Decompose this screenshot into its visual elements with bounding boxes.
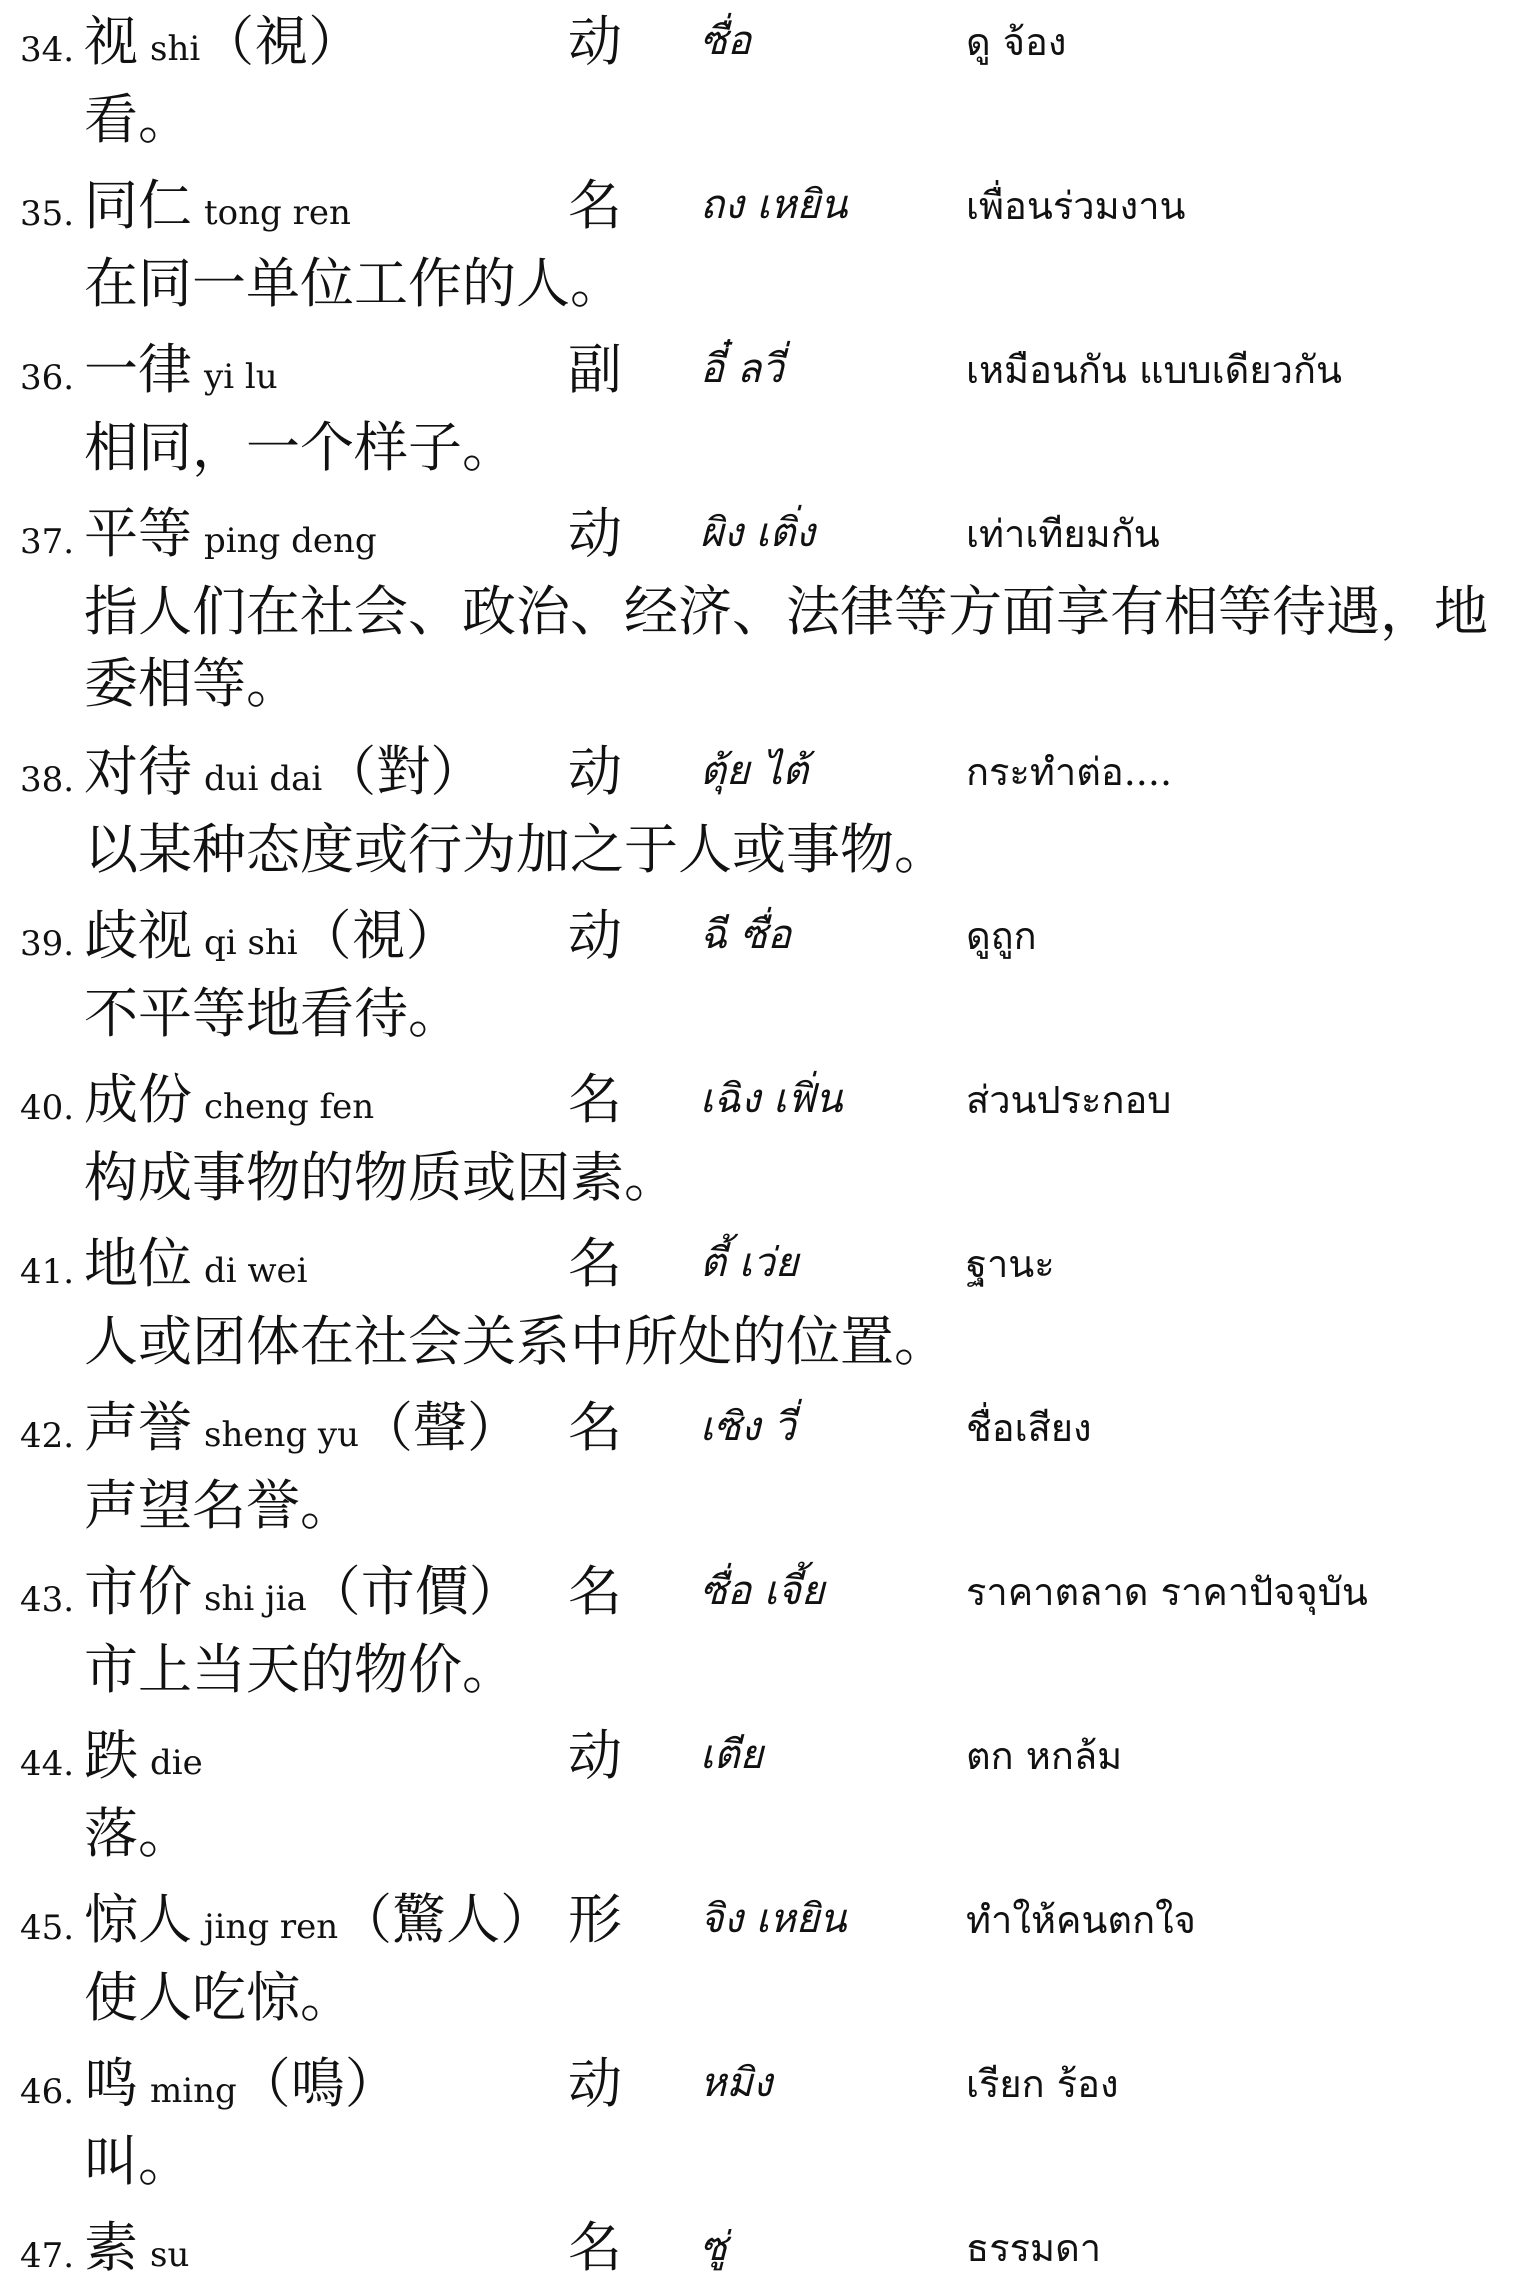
vocab-entry (0, 1714, 1538, 1870)
chinese-definition: 构成事物的物质或因素。 (84, 1146, 678, 1209)
thai-reading: เตีย (700, 1732, 764, 1778)
part-of-speech: 名 (568, 1396, 622, 1459)
thai-meaning: ส่วนประกอบ (966, 1078, 1172, 1122)
thai-meaning: เหมือนกัน แบบเดียวกัน (966, 348, 1342, 392)
entry-header (0, 1550, 1538, 1634)
entry-header (0, 164, 1538, 248)
entry-header (0, 328, 1538, 412)
entry-header (0, 1058, 1538, 1142)
part-of-speech: 名 (568, 174, 622, 237)
vocab-entry (0, 894, 1538, 1050)
thai-reading: ซู่ (700, 2224, 728, 2270)
word-hanzi: 成份 (84, 1068, 192, 1131)
thai-meaning: ดู จ้อง (966, 20, 1067, 64)
vocab-entry (0, 164, 1538, 320)
vocab-entry (0, 1550, 1538, 1706)
vocab-entry (0, 0, 1538, 156)
vocab-entry (0, 1222, 1538, 1378)
entry-number: 46. (20, 2072, 75, 2112)
part-of-speech: 动 (568, 2052, 622, 2115)
chinese-definition: 人或团体在社会关系中所处的位置。 (84, 1310, 948, 1373)
traditional-form: （驚人） (338, 1888, 555, 1951)
vocab-entry (0, 2042, 1538, 2198)
thai-meaning: ทำให้คนตกใจ (966, 1898, 1196, 1942)
pinyin: qi shi (204, 923, 298, 963)
entry-number: 42. (20, 1416, 75, 1456)
thai-meaning: ธรรมดา (966, 2226, 1102, 2270)
traditional-form: （聲） (359, 1396, 522, 1459)
word-hanzi: 素 (84, 2216, 138, 2279)
word-hanzi: 对待 (84, 740, 192, 803)
part-of-speech: 动 (568, 502, 622, 565)
pinyin: ming (150, 2071, 237, 2111)
chinese-word (84, 1221, 308, 1298)
thai-meaning: ดูถูก (966, 914, 1037, 958)
part-of-speech: 名 (568, 2216, 622, 2279)
entry-header (0, 0, 1538, 84)
thai-reading: ตี้ เว่ย (700, 1240, 799, 1286)
word-hanzi: 同仁 (84, 174, 192, 237)
chinese-definition: 在同一单位工作的人。 (84, 252, 624, 315)
chinese-word (84, 729, 484, 806)
chinese-definition: 使人吃惊。 (84, 1966, 354, 2029)
chinese-definition: 落。 (84, 1802, 192, 1865)
thai-reading: หมิง (700, 2060, 773, 2106)
part-of-speech: 名 (568, 1068, 622, 1131)
entry-number: 47. (20, 2236, 75, 2276)
thai-reading: เฉิง เฟิ่น (700, 1076, 843, 1122)
entry-header (0, 730, 1538, 814)
word-hanzi: 鸣 (84, 2052, 138, 2115)
chinese-word (84, 1877, 554, 1954)
chinese-definition: 叫。 (84, 2130, 192, 2193)
traditional-form: （鳴） (236, 2052, 399, 2115)
part-of-speech: 名 (568, 1560, 622, 1623)
chinese-word (84, 2205, 189, 2282)
vocab-entry (0, 1386, 1538, 1542)
word-hanzi: 平等 (84, 502, 192, 565)
pinyin: shi (150, 29, 201, 69)
entry-number: 39. (20, 924, 75, 964)
vocab-entry (0, 1058, 1538, 1214)
entry-number: 43. (20, 1580, 75, 1620)
chinese-definition: 声望名誉。 (84, 1474, 354, 1537)
entry-number: 34. (20, 30, 75, 70)
part-of-speech: 动 (568, 10, 622, 73)
word-hanzi: 地位 (84, 1232, 192, 1295)
word-hanzi: 视 (84, 10, 138, 73)
thai-reading: ถง เหยิน (700, 182, 848, 228)
entry-number: 36. (20, 358, 75, 398)
pinyin: su (150, 2235, 190, 2275)
thai-reading: ซื่อ เจี้ย (700, 1568, 825, 1614)
entry-header (0, 492, 1538, 576)
part-of-speech: 动 (568, 1724, 622, 1787)
thai-reading: ผิง เติ่ง (700, 510, 815, 556)
pinyin: tong ren (204, 193, 351, 233)
thai-reading: ตุ้ย ไต้ (700, 748, 809, 794)
thai-meaning: เท่าเทียมกัน (966, 512, 1160, 556)
entry-header (0, 1386, 1538, 1470)
chinese-word (84, 2041, 399, 2118)
thai-meaning: กระทำต่อ.... (966, 750, 1173, 794)
thai-meaning: เพื่อนร่วมงาน (966, 184, 1186, 228)
vocab-entry (0, 492, 1538, 720)
thai-reading: ซื่อ (700, 18, 752, 64)
entry-number: 45. (20, 1908, 75, 1948)
pinyin: shi jia (204, 1579, 307, 1619)
entry-header (0, 894, 1538, 978)
chinese-definition: 指人们在社会、政治、经济、法律等方面享有相等待遇，地委相等。 (84, 580, 1488, 715)
pinyin: yi lu (204, 357, 278, 397)
vocab-entry (0, 1878, 1538, 2034)
pinyin: ping deng (204, 521, 377, 561)
part-of-speech: 动 (568, 904, 622, 967)
pinyin: di wei (204, 1251, 308, 1291)
traditional-form: （視） (200, 10, 363, 73)
part-of-speech: 形 (568, 1888, 622, 1951)
thai-meaning: เรียก ร้อง (966, 2062, 1119, 2106)
entry-header (0, 2042, 1538, 2126)
part-of-speech: 副 (568, 338, 622, 401)
thai-reading: เซิง วี่ (700, 1404, 796, 1450)
thai-meaning: ฐานะ (966, 1242, 1055, 1286)
part-of-speech: 动 (568, 740, 622, 803)
entry-header (0, 1878, 1538, 1962)
entry-number: 37. (20, 522, 75, 562)
vocab-entry (0, 2206, 1538, 2290)
thai-meaning: ราคาตลาด ราคาปัจจุบัน (966, 1570, 1368, 1614)
chinese-word (84, 163, 351, 240)
entry-number: 41. (20, 1252, 75, 1292)
traditional-form: （對） (322, 740, 485, 803)
entry-number: 44. (20, 1744, 75, 1784)
chinese-word (84, 1549, 523, 1626)
entry-header (0, 1222, 1538, 1306)
thai-reading: ฉี ซื่อ (700, 912, 792, 958)
chinese-word (84, 327, 278, 404)
word-hanzi: 一律 (84, 338, 192, 401)
traditional-form: （市價） (306, 1560, 523, 1623)
pinyin: die (150, 1743, 203, 1783)
chinese-word (84, 1713, 203, 1790)
part-of-speech: 名 (568, 1232, 622, 1295)
entry-header (0, 1714, 1538, 1798)
word-hanzi: 市价 (84, 1560, 192, 1623)
entry-number: 40. (20, 1088, 75, 1128)
vocab-entry (0, 328, 1538, 484)
chinese-word (84, 893, 460, 970)
chinese-word (84, 0, 362, 76)
entry-number: 38. (20, 760, 75, 800)
chinese-definition: 不平等地看待。 (84, 982, 462, 1045)
pinyin: jing ren (204, 1907, 339, 1947)
chinese-definition: 以某种态度或行为加之于人或事物。 (84, 818, 948, 881)
chinese-word (84, 491, 377, 568)
word-hanzi: 跌 (84, 1724, 138, 1787)
entry-header (0, 2206, 1538, 2290)
chinese-word (84, 1057, 374, 1134)
chinese-definition: 相同，一个样子。 (84, 416, 516, 479)
vocab-entry (0, 730, 1538, 886)
thai-meaning: ชื่อเสียง (966, 1406, 1092, 1450)
traditional-form: （視） (297, 904, 460, 967)
chinese-definition: 看。 (84, 88, 192, 151)
chinese-definition: 市上当天的物价。 (84, 1638, 516, 1701)
pinyin: dui dai (204, 759, 323, 799)
word-hanzi: 惊人 (84, 1888, 192, 1951)
entry-number: 35. (20, 194, 75, 234)
word-hanzi: 歧视 (84, 904, 192, 967)
pinyin: cheng fen (204, 1087, 375, 1127)
word-hanzi: 声誉 (84, 1396, 192, 1459)
pinyin: sheng yu (204, 1415, 360, 1455)
thai-meaning: ตก หกล้ม (966, 1734, 1123, 1778)
chinese-word (84, 1385, 521, 1462)
thai-reading: จิง เหยิน (700, 1896, 847, 1942)
thai-reading: อี๋ ลวี่ (700, 346, 784, 392)
